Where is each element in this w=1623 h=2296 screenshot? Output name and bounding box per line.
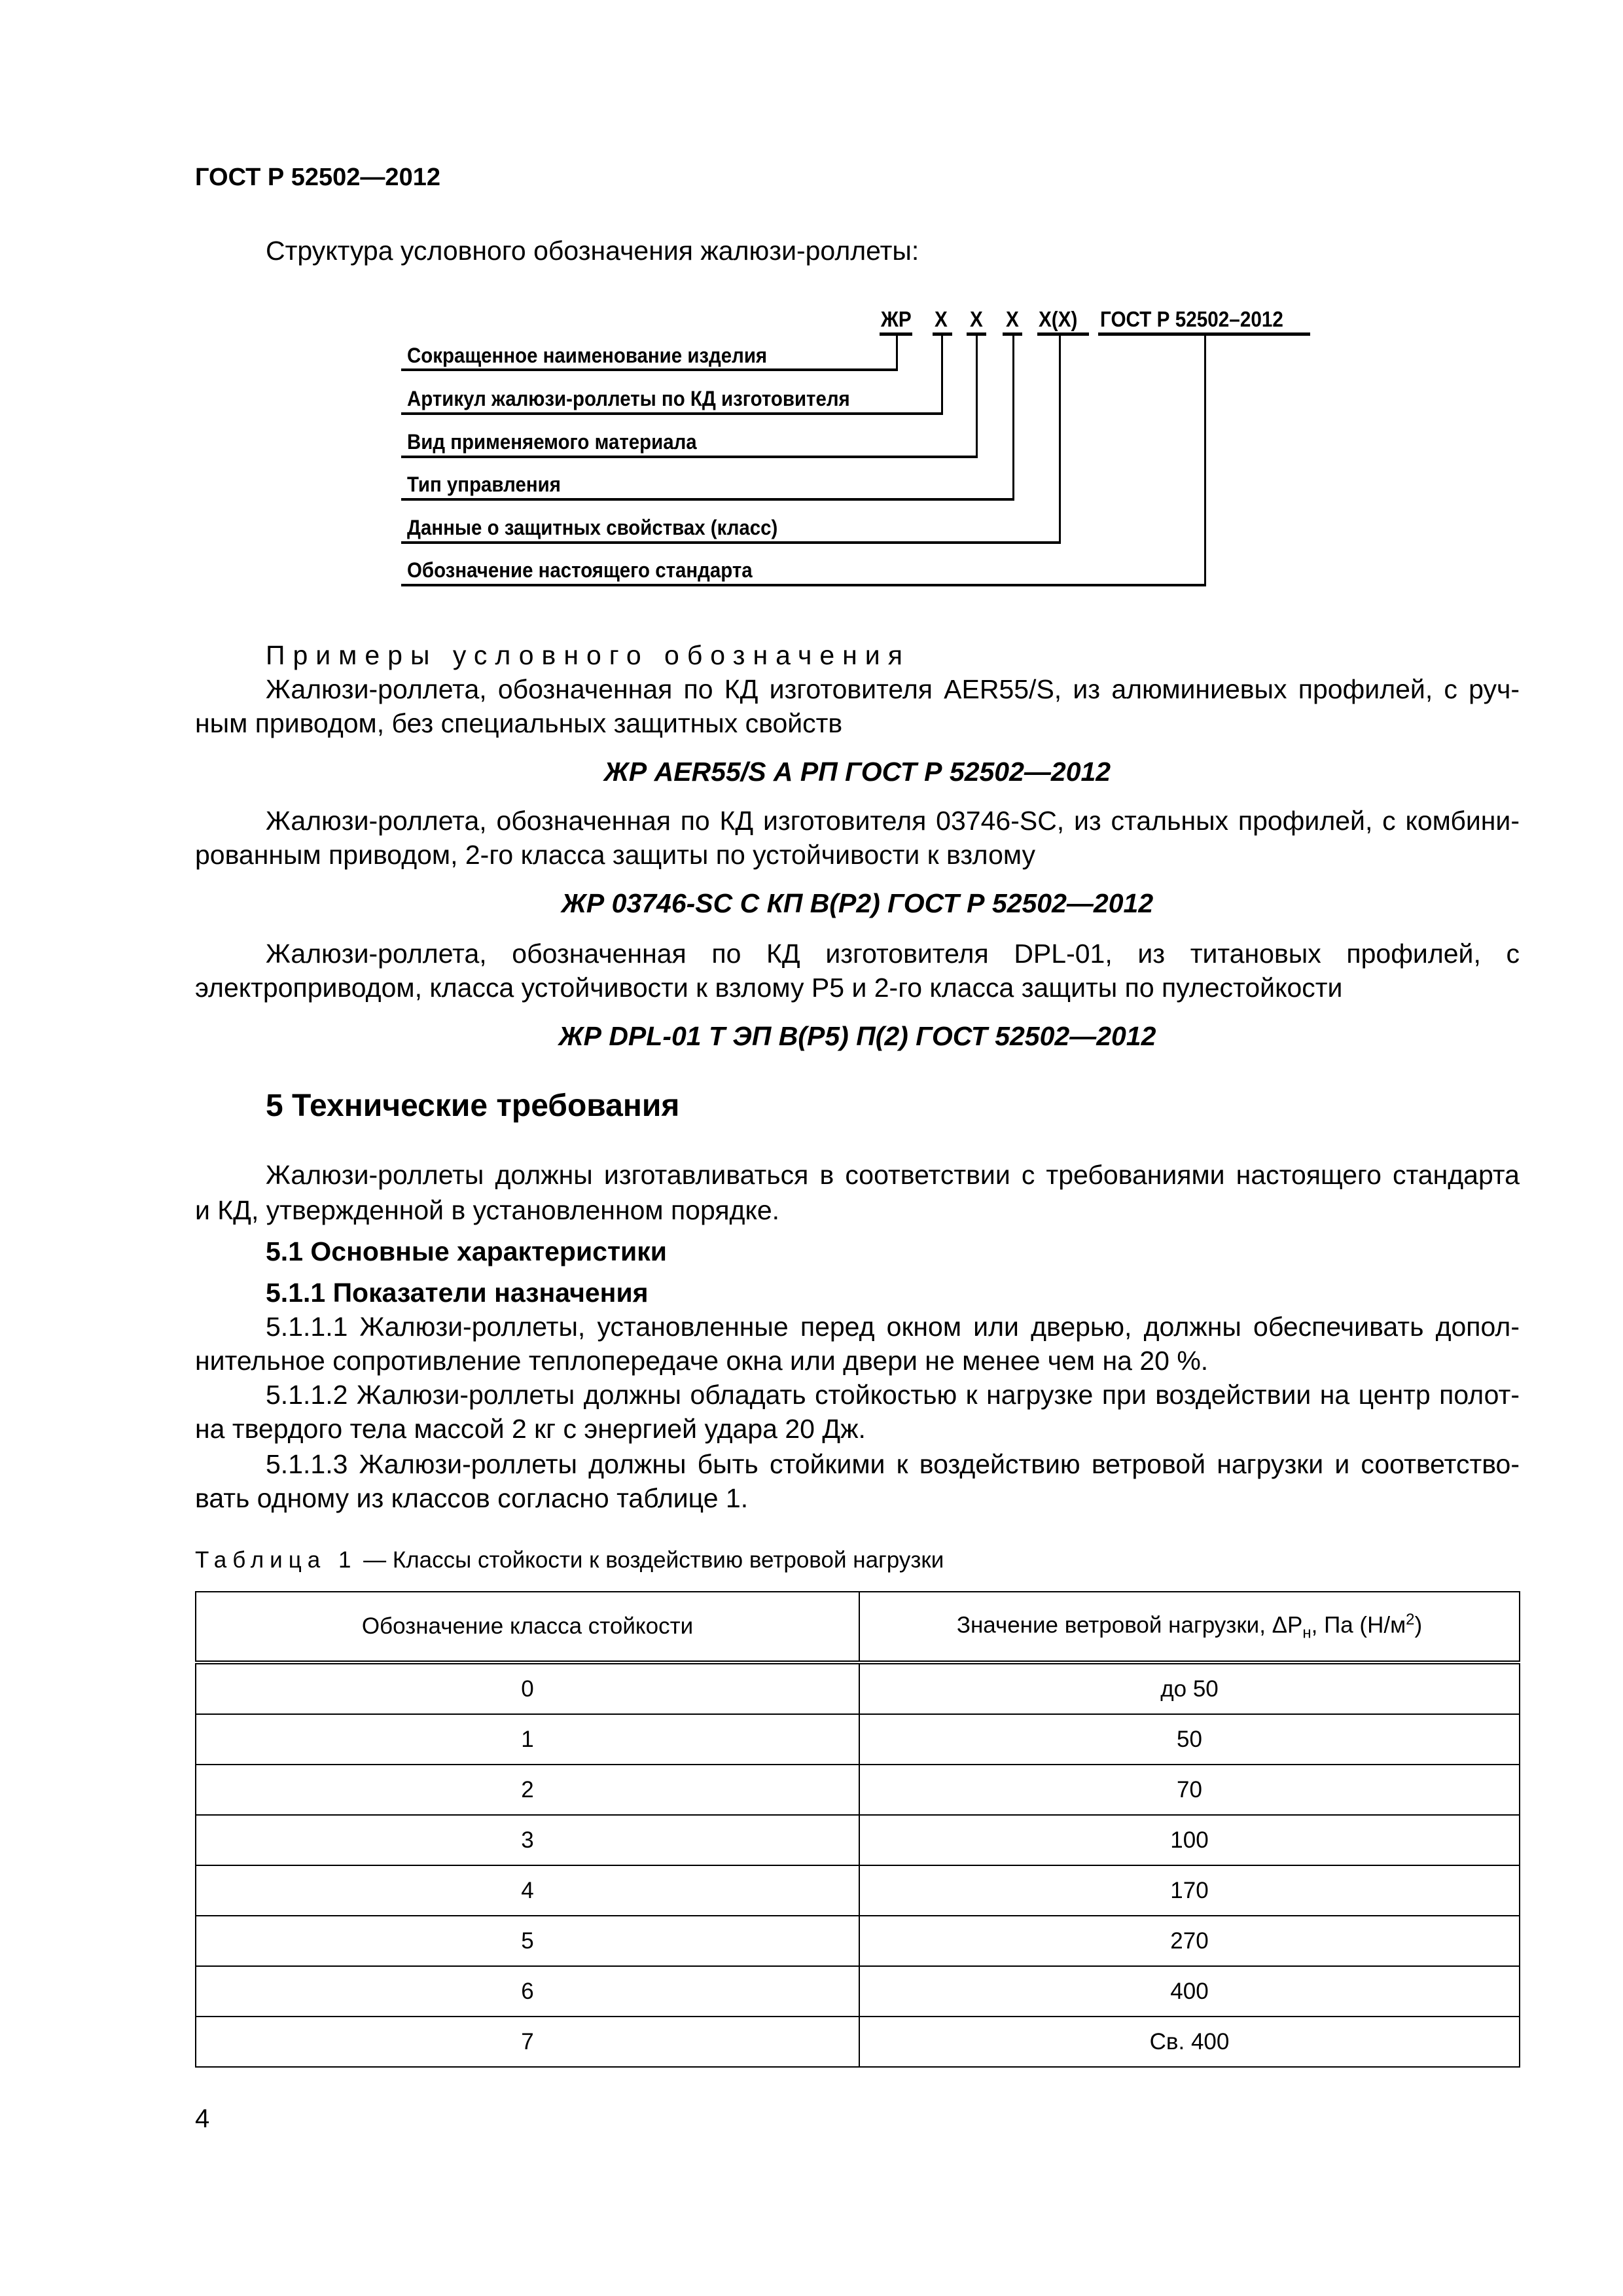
document-header: ГОСТ Р 52502—2012	[195, 164, 440, 191]
table-row	[196, 1865, 1520, 1916]
example-text: Жалюзи-роллета, обозначенная по КД изготовителя 03746-SC, из стальных профилей, с комбини-	[266, 806, 1520, 836]
section-heading: 5 Технические требования	[266, 1088, 680, 1123]
class-cell: 1	[196, 1714, 859, 1765]
table-row	[196, 1916, 1520, 1966]
clause-text: вать одному из классов согласно таблице 1.	[195, 1483, 749, 1513]
example-text: рованным приводом, 2-го класса защиты по устойчивости к взлому	[195, 840, 1036, 870]
class-cell: 5	[196, 1916, 859, 1966]
wind-load-cell: 270	[859, 1916, 1520, 1966]
label-line	[401, 368, 898, 371]
code-part: Х	[935, 307, 948, 331]
column-header: Обозначение класса стойкости	[196, 1592, 859, 1662]
class-cell: 6	[196, 1966, 859, 2017]
class-cell: 3	[196, 1815, 859, 1865]
table-row	[196, 1765, 1520, 1815]
subsection-heading: 5.1 Основные характеристики	[266, 1236, 667, 1266]
subsection-heading: 5.1.1 Показатели назначения	[266, 1278, 649, 1308]
example-designation: ЖР DPL-01 Т ЭП В(Р5) П(2) ГОСТ 52502—2012	[558, 1021, 1156, 1051]
example-text: электроприводом, класса устойчивости к взлому Р5 и 2-го класса защиты по пулестойкости	[195, 973, 1343, 1003]
diagram-label: Артикул жалюзи-роллеты по КД изготовителя	[407, 387, 850, 410]
label-line	[401, 412, 943, 415]
label-line	[401, 456, 978, 458]
diagram-label: Сокращенное наименование изделия	[407, 344, 768, 367]
code-part: Х	[1006, 307, 1019, 331]
diagram-label: Обозначение настоящего стандарта	[407, 558, 753, 582]
section-text: Жалюзи-роллеты должны изготавливаться в соответствии с требованиями настоящего стандарта	[266, 1160, 1520, 1190]
table-row	[196, 1662, 1520, 1714]
example-designation: ЖР 03746-SC С КП В(Р2) ГОСТ Р 52502—2012	[561, 888, 1154, 918]
underline	[1037, 332, 1089, 336]
connector	[1012, 334, 1014, 500]
clause-text: 5.1.1.2 Жалюзи-роллеты должны обладать стойкостью к нагрузке при воздействии на центр полот-	[266, 1380, 1520, 1410]
label-line	[401, 584, 1206, 586]
connector	[896, 334, 898, 370]
table-row	[196, 1966, 1520, 2017]
example-designation: ЖР AER55/S А РП ГОСТ Р 52502—2012	[603, 757, 1111, 787]
wind-load-cell: до 50	[859, 1662, 1520, 1714]
page-number: 4	[195, 2104, 210, 2133]
clause-text: 5.1.1.3 Жалюзи-роллеты должны быть стойкими к воздействию ветровой нагрузки и соответство-	[266, 1449, 1520, 1479]
connector	[976, 334, 978, 457]
label-line	[401, 498, 1014, 501]
wind-load-cell: 50	[859, 1714, 1520, 1765]
class-cell: 4	[196, 1865, 859, 1916]
diagram-label: Данные о защитных свойствах (класс)	[407, 516, 778, 539]
intro-text: Структура условного обозначения жалюзи-роллеты:	[266, 236, 919, 266]
diagram-label: Тип управления	[407, 473, 561, 496]
table-row	[196, 1714, 1520, 1765]
column-header: Значение ветровой нагрузки, $\Delta P_н$, Па $(Н/м^2)$	[859, 1592, 1520, 1662]
wind-load-table	[195, 1591, 1520, 2068]
clause-text: на твердого тела массой 2 кг с энергией удара 20 Дж.	[195, 1414, 866, 1444]
table-caption	[195, 1547, 944, 1573]
wind-load-cell: 170	[859, 1865, 1520, 1916]
class-cell: 7	[196, 2017, 859, 2067]
code-part: ЖР	[881, 307, 912, 331]
diagram-label: Вид применяемого материала	[407, 430, 697, 454]
code-part: Х(Х)	[1039, 307, 1078, 331]
table-caption-label: Таблица 1	[195, 1547, 357, 1573]
connector	[1204, 334, 1206, 586]
example-text: ным приводом, без специальных защитных свойств	[195, 708, 843, 738]
wind-load-cell: 400	[859, 1966, 1520, 2017]
label-line	[401, 541, 1061, 544]
examples-title: Примеры условного обозначения	[266, 640, 910, 670]
wind-load-cell: 100	[859, 1815, 1520, 1865]
code-part: Х	[970, 307, 983, 331]
section-text: и КД, утвержденной в установленном порядке.	[195, 1195, 780, 1225]
example-text: Жалюзи-роллета, обозначенная по КД изготовителя AER55/S, из алюминиевых профилей, с руч-	[266, 674, 1520, 704]
clause-text: 5.1.1.1 Жалюзи-роллеты, установленные перед окном или дверью, должны обеспечивать допол-	[266, 1312, 1520, 1342]
wind-load-cell: 70	[859, 1765, 1520, 1815]
connector	[941, 334, 943, 414]
example-text: Жалюзи-роллета, обозначенная по КД изготовителя DPL-01, из титановых профилей, с	[266, 939, 1520, 969]
wind-load-cell: Св. 400	[859, 2017, 1520, 2067]
clause-text: нительное сопротивление теплопередаче окна или двери не менее чем на 20 %.	[195, 1346, 1209, 1376]
connector	[1059, 334, 1061, 543]
table-row	[196, 2017, 1520, 2067]
table-row	[196, 1815, 1520, 1865]
class-cell: 2	[196, 1765, 859, 1815]
table-caption-text: — Классы стойкости к воздействию ветровой нагрузки	[357, 1547, 944, 1573]
code-part: ГОСТ Р 52502–2012	[1100, 307, 1283, 331]
class-cell: 0	[196, 1662, 859, 1714]
